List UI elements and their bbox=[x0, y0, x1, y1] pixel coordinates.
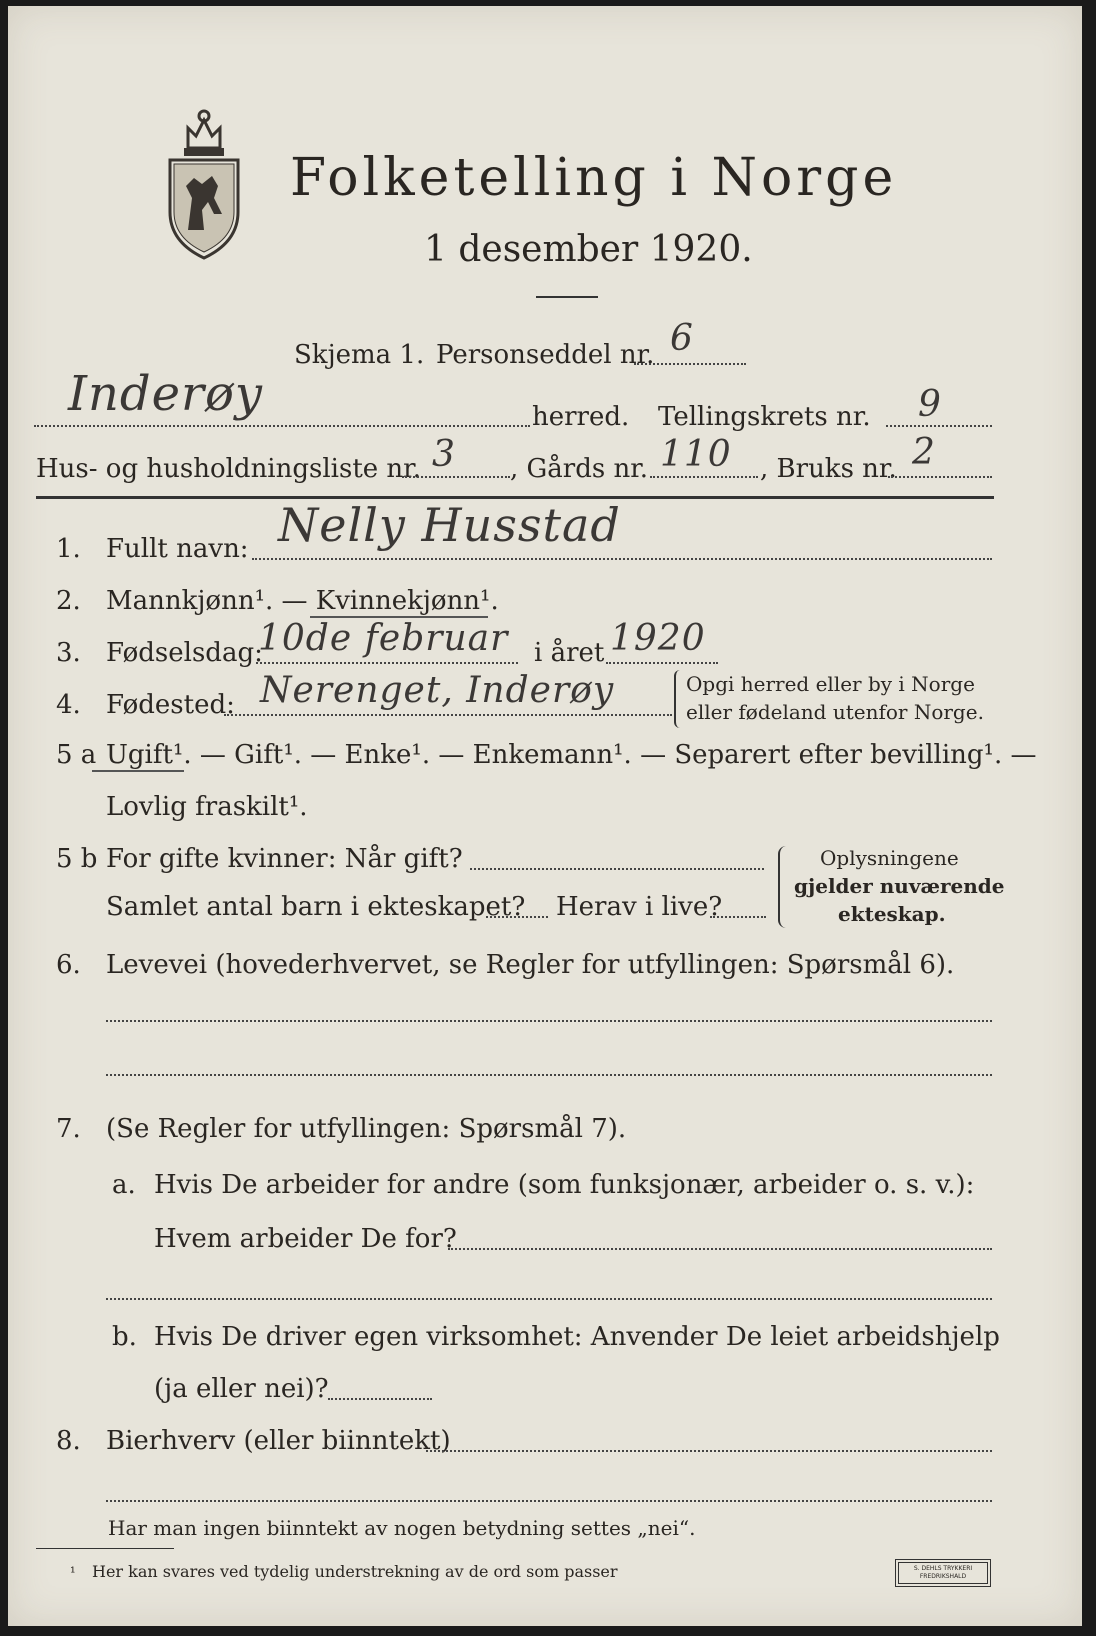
herred-label: herred. bbox=[532, 402, 630, 432]
footnote-text: Her kan svares ved tydelig understrekning av de ord som passer bbox=[92, 1562, 618, 1581]
printer-stamp-text: S. DEHLS TRYKKERI FREDRIKSHALD bbox=[913, 1565, 973, 1580]
gards-value: 110 bbox=[660, 434, 732, 475]
tellingskrets-label: Tellingskrets nr. bbox=[658, 402, 871, 432]
q4-note-brace bbox=[674, 670, 686, 728]
side-income-field[interactable] bbox=[426, 1450, 992, 1452]
q2-number: 2. bbox=[56, 586, 81, 616]
personseddel-field[interactable] bbox=[634, 363, 746, 365]
municipality-value: Inderøy bbox=[68, 366, 263, 422]
birthplace-field[interactable] bbox=[224, 714, 672, 716]
tellingskrets-field[interactable] bbox=[886, 425, 992, 427]
birth-year-field[interactable] bbox=[606, 662, 718, 664]
q5b-note-line3: ekteskap. bbox=[838, 902, 946, 926]
footnote-divider bbox=[36, 1548, 174, 1549]
birthdate-field[interactable] bbox=[256, 662, 518, 664]
municipality-field[interactable] bbox=[34, 425, 530, 427]
year-label: i året bbox=[534, 638, 605, 668]
q8-number: 8. bbox=[56, 1426, 81, 1456]
q3-number: 3. bbox=[56, 638, 81, 668]
skjema-label: Skjema 1. bbox=[294, 340, 425, 370]
husliste-label: Hus- og husholdningsliste nr. bbox=[36, 454, 422, 484]
ugift-underline bbox=[92, 770, 184, 772]
gards-field[interactable] bbox=[650, 476, 758, 478]
personseddel-value: 6 bbox=[670, 318, 694, 359]
marital-status-options[interactable]: Ugift¹. — Gift¹. — Enke¹. — Enkemann¹. — Separert efter bevilling¹. — bbox=[106, 740, 1037, 770]
bruks-field[interactable] bbox=[888, 476, 992, 478]
children-alive-field[interactable] bbox=[710, 916, 766, 918]
q5b-number: 5 b bbox=[56, 844, 98, 874]
children-total-field[interactable] bbox=[486, 916, 548, 918]
q4-note-line1: Opgi herred eller by i Norge bbox=[686, 672, 975, 696]
occupation-field-line1[interactable] bbox=[106, 1020, 992, 1022]
husliste-field[interactable] bbox=[402, 476, 510, 478]
full-name-value: Nelly Husstad bbox=[278, 498, 621, 552]
q4-note-line2: eller fødeland utenfor Norge. bbox=[686, 700, 984, 724]
side-income-field-line2[interactable] bbox=[106, 1500, 992, 1502]
q3-label: Fødselsdag: bbox=[106, 638, 263, 668]
gards-label: , Gårds nr. bbox=[510, 454, 649, 484]
employer-field-line2[interactable] bbox=[106, 1298, 992, 1300]
q1-label: Fullt navn: bbox=[106, 534, 249, 564]
norwegian-coat-of-arms-emblem bbox=[158, 102, 250, 262]
title-divider bbox=[536, 296, 598, 298]
married-when-field[interactable] bbox=[470, 868, 764, 870]
birthplace-value: Nerenget, Inderøy bbox=[260, 670, 615, 711]
q7b-letter: b. bbox=[112, 1322, 137, 1352]
personseddel-label: Personseddel nr. bbox=[436, 340, 655, 370]
footnote-mark: ¹ bbox=[70, 1565, 76, 1581]
q5b-note-line1: Oplysningene bbox=[820, 846, 959, 870]
q7b-line1: Hvis De driver egen virksomhet: Anvender De leiet arbeidshjelp bbox=[154, 1322, 1000, 1352]
employer-field[interactable] bbox=[448, 1248, 992, 1250]
form-title: Folketelling i Norge bbox=[290, 148, 898, 208]
children-total-label: Samlet antal barn i ekteskapet? bbox=[106, 892, 526, 922]
birth-year-value: 1920 bbox=[610, 618, 706, 659]
sex-options[interactable]: Mannkjønn¹. — Kvinnekjønn¹. bbox=[106, 586, 499, 616]
q7a-line2: Hvem arbeider De for? bbox=[154, 1224, 457, 1254]
occupation-label: Levevei (hovederhvervet, se Regler for utfyllingen: Spørsmål 6). bbox=[106, 950, 955, 980]
tellingskrets-value: 9 bbox=[918, 384, 942, 425]
birthdate-value: 10de februar bbox=[258, 618, 509, 659]
bruks-value: 2 bbox=[912, 432, 936, 473]
side-income-label: Bierhverv (eller biinntekt) bbox=[106, 1426, 451, 1456]
hired-help-field[interactable] bbox=[328, 1398, 432, 1400]
no-income-note: Har man ingen biinntekt av nogen betydning settes „nei“. bbox=[108, 1516, 696, 1540]
husliste-value: 3 bbox=[432, 434, 456, 475]
q7-label: (Se Regler for utfyllingen: Spørsmål 7). bbox=[106, 1114, 627, 1144]
q5b-note-brace bbox=[778, 846, 790, 928]
full-name-field[interactable] bbox=[252, 558, 992, 560]
q4-number: 4. bbox=[56, 690, 81, 720]
q1-number: 1. bbox=[56, 534, 81, 564]
marital-status-line2[interactable]: Lovlig fraskilt¹. bbox=[106, 792, 308, 822]
q7a-line1: Hvis De arbeider for andre (som funksjonær, arbeider o. s. v.): bbox=[154, 1170, 975, 1200]
form-date: 1 desember 1920. bbox=[424, 229, 753, 270]
q6-number: 6. bbox=[56, 950, 81, 980]
children-alive-label: Herav i live? bbox=[556, 892, 723, 922]
occupation-field-line2[interactable] bbox=[106, 1074, 992, 1076]
q7-number: 7. bbox=[56, 1114, 81, 1144]
census-form-sheet bbox=[8, 6, 1082, 1626]
q4-label: Fødested: bbox=[106, 690, 235, 720]
married-when-label: For gifte kvinner: Når gift? bbox=[106, 844, 463, 874]
q5b-note-line2: gjelder nuværende bbox=[794, 874, 1005, 898]
q5a-number: 5 a bbox=[56, 740, 97, 770]
printer-stamp bbox=[898, 1562, 988, 1584]
q7b-line2: (ja eller nei)? bbox=[154, 1374, 329, 1404]
bruks-label: , Bruks nr. bbox=[760, 454, 897, 484]
q7a-letter: a. bbox=[112, 1170, 136, 1200]
